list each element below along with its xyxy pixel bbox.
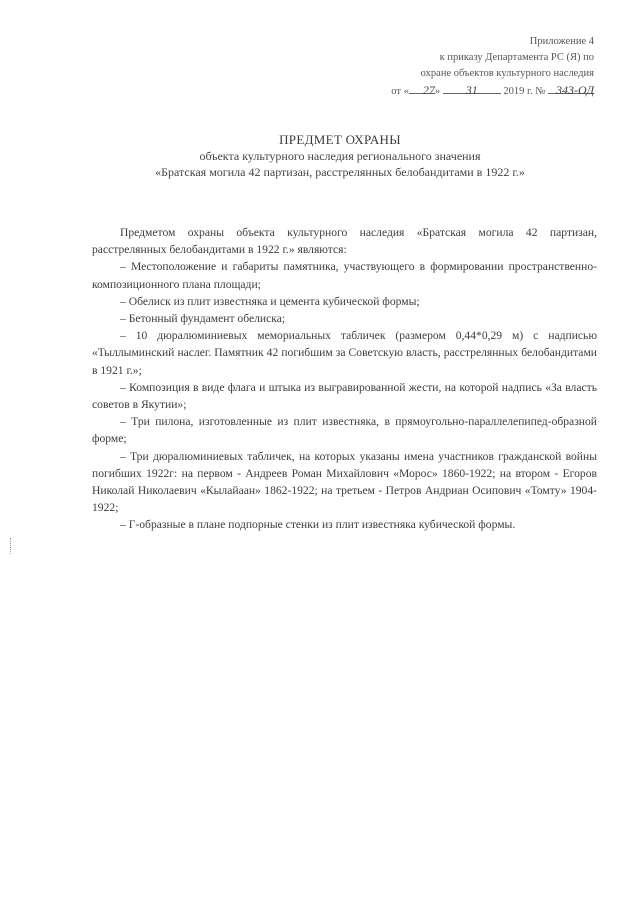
appendix-line-2: к приказу Департамента РС (Я) по xyxy=(439,52,594,63)
intro-paragraph: Предметом охраны объекта культурного наследия «Братская могила 42 партизан, расстрелянных белобандитами в 1922 г.» являются: xyxy=(92,226,597,257)
order-number: 343-ОД xyxy=(556,83,594,97)
list-item-obelisk: – Обелиск из плит известняка и цемента кубической формы; xyxy=(120,294,420,308)
order-number-field xyxy=(548,82,594,97)
order-mid: » xyxy=(434,86,441,97)
list-item-foundation: – Бетонный фундамент обелиска; xyxy=(120,312,286,326)
list-item-name-plaques: – Три дюралюминиевых табличек, на которых указаны имена участников гражданской войны погибших 1922г: на первом - Андреев Роман Михайлович «Морос» 1860-1922; на втором - Егоров Николай Николаевич «Кылайаан» 1862-1922; на третьем - Петров Андриан Осипович «Томту» 1904-1922; xyxy=(92,449,597,515)
list-item-pylons: – Три пилона, изготовленные из плит известняка, в прямоугольно-параллелепипед-образной форме; xyxy=(92,415,597,446)
subtitle-line-2: «Братская могила 42 партизан, расстрелянных белобандитами в 1922 г.» xyxy=(155,165,525,179)
list-item-retaining-walls: – Г-образные в плане подпорные стенки из плит известняка кубической формы. xyxy=(120,518,516,532)
scan-margin-mark xyxy=(10,538,13,554)
appendix-header xyxy=(354,34,594,100)
list-item-memorial-plaques: – 10 дюралюминиевых мемориальных табличек (размером 0,44*0,29 м) с надписью «Тыллыминский наслег. Памятник 42 погибшим за Советскую власть, расстрелянных белобандитами в 1921 г.»; xyxy=(92,329,597,377)
order-day-field xyxy=(409,82,435,97)
document-body xyxy=(92,224,597,534)
list-item-location: – Местоположение и габариты памятника, участвующего в формировании пространственно-композиционного плана площади; xyxy=(92,260,597,291)
page-title: ПРЕДМЕТ ОХРАНЫ xyxy=(279,132,401,147)
order-reference xyxy=(354,82,594,100)
order-prefix: от « xyxy=(391,86,409,97)
subtitle-line-1: объекта культурного наследия регионального значения xyxy=(199,149,481,163)
order-month-field xyxy=(443,82,501,97)
list-item-flag-composition: – Композиция в виде флага и штыка из выгравированной жести, на которой надпись «За власть советов в Якутии»; xyxy=(92,380,597,412)
appendix-line-1: Приложение 4 xyxy=(529,36,594,47)
heading-block xyxy=(90,132,590,180)
appendix-line-3: охране объектов культурного наследия xyxy=(420,68,594,79)
order-month: 31 xyxy=(465,83,478,97)
order-year: 2019 г. № xyxy=(503,86,546,97)
order-day: 27 xyxy=(422,83,435,97)
